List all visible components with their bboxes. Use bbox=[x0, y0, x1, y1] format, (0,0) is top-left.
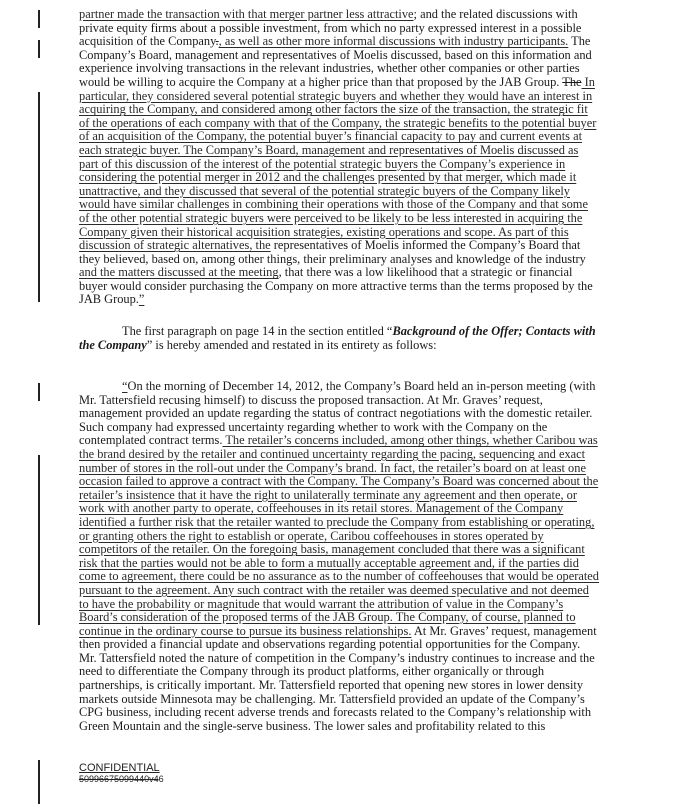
inserted-text: “ bbox=[122, 379, 128, 393]
change-bar bbox=[38, 10, 40, 28]
change-bar bbox=[38, 383, 40, 401]
inserted-text: and the matters discussed at the meeting bbox=[79, 265, 279, 280]
inserted-text: partner made the transaction with that merger partner less attractive bbox=[79, 7, 414, 21]
confidential-label: CONFIDENTIAL bbox=[79, 762, 160, 774]
body-text: representatives of Moelis informed the Company’s Board that they believed, based on, among other things, their preliminary analyses and knowledge of the industry bbox=[79, 238, 586, 266]
change-bar bbox=[38, 760, 40, 804]
paragraph-board-meeting bbox=[79, 380, 599, 733]
footer bbox=[79, 762, 164, 784]
paragraph-strategic-alternatives bbox=[79, 8, 599, 307]
change-bar bbox=[38, 92, 40, 302]
inserted-text: In particular, they considered several potential strategic buyers and whether they would have an interest in acquiring the Company, and considered among other factors the size of the transaction, the strategic fit of the operations of each company with that of the Company, the strategic benefits to the potential buyer of an acquisition of the Company, the potential buyer’s financial capacity to pay and current events at each strategic buyer. The Company’s Board, management and representatives of Moelis discussed as part of this discussion of the interest of the potential strategic buyers the Company’s experience in considering the potential merger in 2012 and the challenges presented by that merger, which made it unattractive, and they discussed that several of the potential strategic buyers of the Company likely would have similar challenges in combining their operations with those of the Company and that some of the other potential strategic buyers were perceived to be likely to be less interested in acquiring the Company given their historical acquisition strategies, existing operations and scope. As part of this discussion of strategic alternatives, the bbox=[79, 74, 597, 253]
section-title: Background of the Offer; Contacts with the Company bbox=[79, 324, 596, 352]
inserted-text: , as well as other more informal discussions with industry participants. bbox=[218, 34, 569, 49]
body-text: The first paragraph on page 14 in the section entitled “ bbox=[122, 324, 393, 338]
change-bar bbox=[38, 455, 40, 625]
paragraph-amendment-notice bbox=[79, 325, 599, 352]
document-id-new-version: 6 bbox=[158, 774, 164, 784]
document-id bbox=[79, 774, 164, 784]
inserted-text: ” bbox=[138, 292, 145, 307]
document-id-old-version: v4 bbox=[149, 774, 159, 784]
body-text: ” is hereby amended and restated in its entirety as follows: bbox=[146, 337, 437, 352]
document-id-number: 50996675099440 bbox=[79, 774, 150, 784]
body-text: , that there was a low likelihood that a strategic or financial buyer would consider purchasing the Company on more attractive terms than the terms proposed by the JAB Group. bbox=[79, 265, 593, 307]
inserted-text: The retailer’s concerns included, among other things, whether Caribou was the brand desired by the retailer and continued uncertainty regarding the pacing, sequencing and exact number of stores in the roll-out under the Company’s brand. In fact, the retailer’s board on at least one occasion failed to approve a contract with the Company. The Company’s Board was concerned about the retailer’s insistence that it have the right to unilaterally terminate any agreement and then operate, or work with another party to operate, coffeehouses in its retail stores. Management of the Company identified a further risk that the retailer wanted to preclude the Company from establishing or operating, or granting others the right to establish or operate, Caribou coffeehouses in stores operated by competitors of the retailer. On the foregoing basis, management concluded that there was a significant risk that the parties would not be able to form a mutually acceptable agreement and, if the parties did come to agreement, there could be no assurance as to the number of coffeehouses that would be operated pursuant to the agreement. Any such contract with the retailer was deemed speculative and not deemed to have the probability or magnitude that would warrant the attribution of value in the Company’s Board’s consideration of the proposed terms of the JAB Group. The Company, of course, planned to continue in the ordinary course to pursue its business relationships. bbox=[79, 433, 599, 638]
change-bar bbox=[38, 40, 40, 58]
body-text: At Mr. Graves’ request, management then provided a financial update and observations regarding potential opportunities for the Company. Mr. Tattersfield noted the nature of competition in the Company’s industry continues to increase and the need to differentiate the Company through its product platforms, either organically or through partnerships, is critically important. Mr. Tattersfield reported that opening new stores in lower density markets outside Minnesota may be challenging. Mr. Tattersfield provided an update of the Company’s CPG business, including recent adverse trends and forecasts related to the Company’s relationship with Green Mountain and the single-serve business. The lower sales and profitability related to this bbox=[79, 623, 597, 733]
deleted-text: The bbox=[562, 74, 582, 89]
deleted-text: . bbox=[215, 34, 219, 49]
body-text: The Company’s Board, management and representatives of Moelis discussed, based on this information and experience involving transactions in the relevant industries, whether other companies or other parties would be willing to acquire the Company at a higher price than that proposed by the JAB Group. bbox=[79, 34, 592, 89]
body-text: On the morning of December 14, 2012, the Company’s Board held an in-person meeting (with Mr. Tattersfield recusing himself) to discuss the proposed transaction. At Mr. Graves’ request, management provided an update regarding the status of contract negotiations with the domestic retailer. Such company had expressed uncertainty regarding whether to work with the Company on the contemplated contract terms. bbox=[79, 379, 596, 448]
body-text: ; and the related discussions with private equity firms about a possible investment, from which no party expressed interest in a possible acquisition of the Company bbox=[79, 7, 582, 49]
